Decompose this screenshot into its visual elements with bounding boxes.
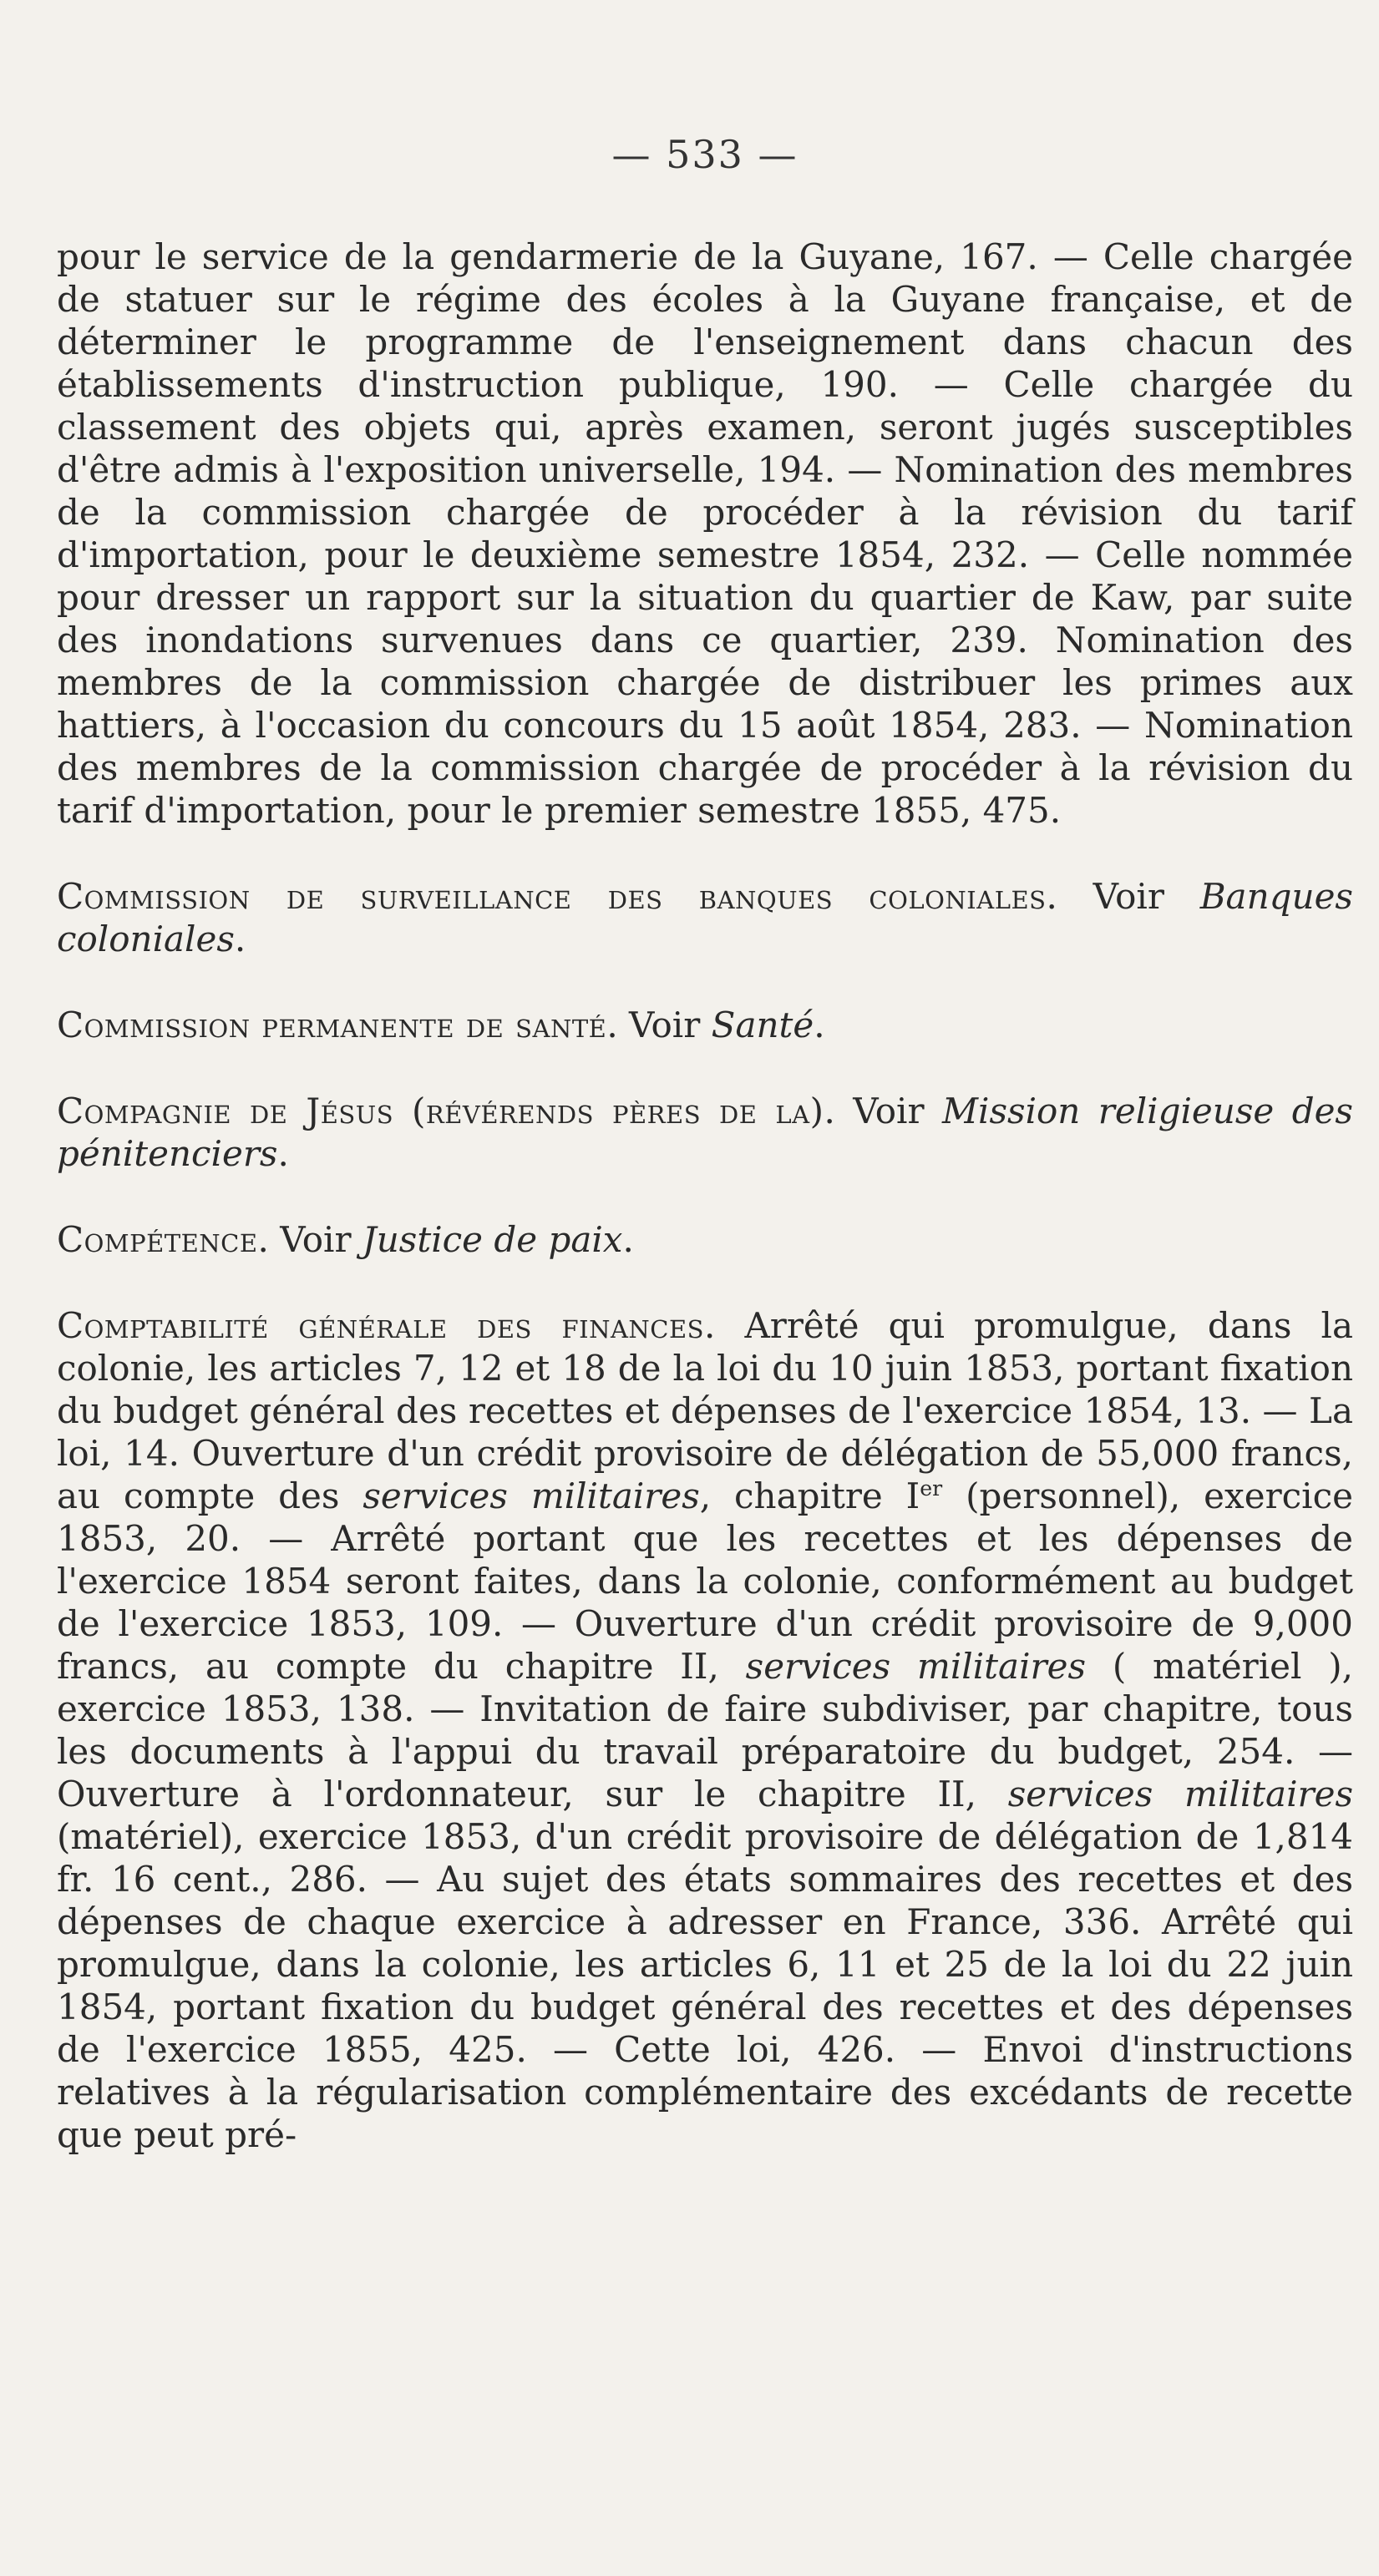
entry-heading: Commission permanente de santé [57,1005,607,1045]
page-content [57,235,1353,2156]
entry-italic: services militaires [745,1646,1087,1687]
entry-competence [57,1218,1353,1261]
entry-see: . Voir [606,1005,712,1045]
intro-paragraph: pour le service de la gendarmerie de la Guyane, 167. — Celle chargée de statuer sur le régime des écoles à la Guyane française, et de déterminer le programme de l'enseignement dans chacun des établissements d'instruction publique, 190. — Celle chargée du classement des objets qui, après examen, seront jugés susceptibles d'être admis à l'exposition universelle, 194. — Nomination des membres de la commission chargée de procéder à la révision du tarif d'importation, pour le deuxième semestre 1854, 232. — Celle nommée pour dresser un rapport sur la situation du quartier de Kaw, par suite des inondations survenues dans ce quartier, 239. Nomination des membres de la commission chargée de distribuer les primes aux hattiers, à l'occasion du concours du 15 août 1854, 283. — Nomination des membres de la commission chargée de procéder à la révision du tarif d'importation, pour le premier semestre 1855, 475. [57,236,1353,831]
entry-text: (personnel), exercice 1853, 20. — Arrêté portant que les recettes et les dépenses de l'exercice 1854 seront faites, dans la colonie, conformément au budget de l'exercice 1853, 109. — Ouverture d'un crédit provisoire de 9,000 francs, au compte du chapitre II, [57,1475,1353,1687]
entry-see: . Voir [824,1091,943,1131]
entry-see: . Voir [1046,876,1200,917]
entry-heading: Commission de surveillance des banques coloniales [57,876,1047,917]
entry-reference: Santé [711,1005,814,1045]
entry-text: ( matériel ), exercice 1853, 138. — Invitation de faire subdiviser, par chapitre, tous les documents à l'appui du travail préparatoire du budget, 254. — Ouverture à l'ordonnateur, sur le chapitre II, [57,1646,1354,1814]
entry-text: . Arrêté qui promulgue, dans la colonie, les articles 7, 12 et 18 de la loi du 10 juin 1853, portant fixation du budget général des recettes et dépenses de l'exercice 1854, 13. — La loi, 14. Ouverture d'un crédit provisoire de délégation de 55,000 francs, au compte des [57,1305,1353,1516]
entry-reference: Justice de paix [362,1219,623,1260]
entry-compagnie-jesus [57,1090,1353,1175]
page-number: — 533 — [611,132,799,177]
entry-heading: Comptabilité générale des finances [57,1305,704,1346]
entry-reference: Banques coloniales [57,876,1353,959]
entry-heading: Compétence [57,1219,258,1260]
superscript: er [920,1476,943,1501]
entry-end: . [234,919,246,959]
entry-italic: services militaires [362,1475,700,1516]
entry-end: . [814,1005,825,1045]
entry-see: . Voir [257,1219,362,1260]
entry-end: . [622,1219,634,1260]
entry-commission-sante [57,1004,1353,1046]
entry-comptabilite [57,1304,1353,2156]
entry-text: (matériel), exercice 1853, d'un crédit provisoire de délégation de 1,814 fr. 16 cent., 286. — Au sujet des états sommaires des recettes et des dépenses de chaque exercice à adresser en France, 336. Arrêté qui promulgue, dans la colonie, les articles 6, 11 et 25 de la loi du 22 juin 1854, portant fixation du budget général des recettes et des dépenses de l'exercice 1855, 425. — Cette loi, 426. — Envoi d'instructions relatives à la régularisation complémentaire des excédants de recette que peut pré- [57,1816,1353,2155]
entry-commission-banques [57,875,1353,960]
entry-end: . [277,1133,289,1174]
entry-italic: services militaires [1007,1774,1353,1814]
entry-reference: Mission religieuse des pénitenciers [57,1091,1353,1174]
entry-heading: Compagnie de Jésus (révérends pères de la) [57,1091,824,1131]
entry-text: , chapitre I [699,1475,920,1516]
